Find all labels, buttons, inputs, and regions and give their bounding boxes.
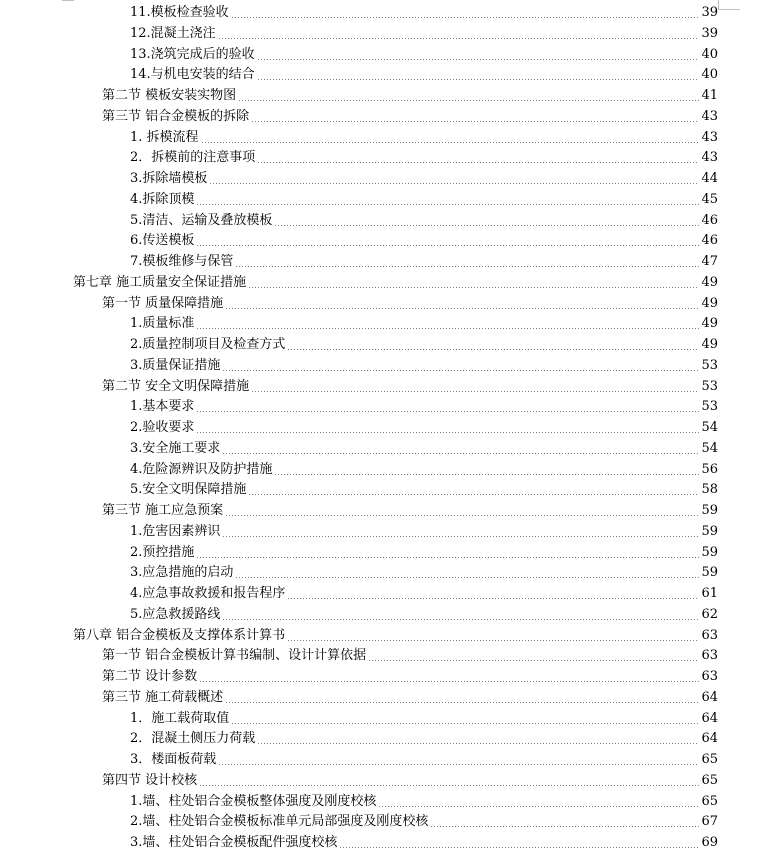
toc-entry-page-number: 44 [701,171,718,186]
toc-entry[interactable] [130,812,718,832]
toc-dot-leader [235,577,699,578]
toc-entry-label: 3.拆除墙模板 [130,171,208,186]
toc-entry-label: 第一节 铝合金模板计算书编制、设计计算依据 [102,648,367,664]
toc-entry[interactable] [130,397,718,417]
toc-entry-page-number: 65 [701,772,718,788]
toc-entry-label: 2．混凝土侧压力荷载 [130,731,256,747]
toc-entry-label: 1. 拆模流程 [130,129,199,145]
toc-entry-label: 4.危险源辨识及防护措施 [130,461,273,477]
toc-entry-label: 第三节 施工荷载概述 [102,689,224,705]
toc-entry[interactable] [102,377,718,397]
toc-entry-page-number: 40 [701,67,718,83]
toc-dot-leader [222,536,699,537]
toc-entry[interactable] [130,750,718,770]
toc-entry-label: 1.墙、柱处铝合金模板整体强度及刚度校核 [130,793,377,809]
toc-entry-page-number: 54 [701,440,718,456]
toc-entry-label: 2.墙、柱处铝合金模板标准单元局部强度及刚度校核 [130,814,429,830]
toc-entry-label: 5.应急救援路线 [130,606,221,622]
toc-dot-leader [274,474,699,475]
toc-dot-leader [251,121,699,122]
toc-entry[interactable] [130,356,718,376]
toc-entry-page-number: 69 [701,835,718,850]
toc-dot-leader [257,59,700,60]
toc-entry-label: 1．施工载荷取值 [130,710,230,726]
toc-entry-label: 3.质量保证措施 [130,357,221,373]
toc-entry-label: 11.模板检查验收 [130,5,229,20]
toc-entry[interactable] [130,480,718,500]
toc-entry-page-number: 39 [701,5,718,20]
toc-entry-page-number: 63 [701,627,718,643]
toc-entry-page-number: 43 [701,108,718,124]
toc-entry-label: 2.质量控制项目及检查方式 [130,337,286,352]
toc-dot-leader [222,370,699,371]
toc-entry-label: 7.模板维修与保管 [130,254,234,269]
toc-entry-label: 3.应急措施的启动 [130,565,234,581]
toc-entry-label: 第二节 模板安装实物图 [102,88,237,103]
toc-dot-leader [287,598,699,599]
toc-entry-label: 1.质量标准 [130,316,195,332]
toc-entry-page-number: 39 [701,25,718,41]
toc-entry-label: 2.验收要求 [130,420,195,435]
toc-entry[interactable] [102,771,718,791]
toc-entry[interactable] [130,563,718,583]
toc-entry[interactable] [130,128,718,148]
toc-dot-leader [199,785,699,786]
toc-entry-page-number: 40 [701,46,718,62]
toc-entry[interactable] [130,190,718,210]
toc-entry[interactable] [130,169,718,189]
toc-dot-leader [274,225,699,226]
toc-entry-page-number: 45 [701,191,718,207]
toc-dot-leader [235,266,699,267]
toc-dot-leader [287,349,699,350]
toc-entry-label: 5.清洁、运输及叠放模板 [130,212,273,228]
toc-entry[interactable] [102,86,718,106]
toc-entry[interactable] [130,522,718,542]
toc-entry[interactable] [73,626,718,646]
crop-mark-top-right-horizontal [718,9,740,11]
toc-dot-leader [231,723,699,724]
toc-entry-page-number: 67 [701,814,718,830]
toc-entry[interactable] [130,45,718,65]
toc-dot-leader [196,204,699,205]
toc-entry-page-number: 53 [701,357,718,373]
toc-entry[interactable] [130,833,718,853]
toc-dot-leader [196,411,699,412]
toc-entry-page-number: 63 [701,669,718,684]
toc-entry-page-number: 59 [701,544,718,560]
toc-entry-page-number: 61 [701,586,718,601]
toc-entry-page-number: 59 [701,523,718,539]
toc-dot-leader [339,847,699,848]
toc-dot-leader [196,557,699,558]
toc-dot-leader [218,764,699,765]
toc-entry-page-number: 56 [701,461,718,477]
toc-entry[interactable] [130,252,718,272]
toc-entry-label: 13.浇筑完成后的验收 [130,46,255,62]
toc-entry-label: 第二节 安全文明保障措施 [102,378,250,394]
toc-entry-label: 第三节 施工应急预案 [102,503,224,518]
toc-entry[interactable] [102,688,718,708]
toc-entry[interactable] [130,729,718,749]
toc-entry-label: 3.安全施工要求 [130,440,221,456]
toc-dot-leader [225,515,699,516]
toc-entry-label: 14.与机电安装的结合 [130,67,255,83]
toc-dot-leader [196,245,699,246]
toc-entry-label: 4.应急事故救援和报告程序 [130,586,286,601]
toc-entry-page-number: 62 [701,606,718,622]
toc-entry-label: 2.预控措施 [130,544,195,560]
toc-entry-page-number: 53 [701,399,718,415]
crop-mark-top-left [62,0,74,2]
toc-entry-page-number: 64 [701,689,718,705]
toc-entry[interactable] [130,605,718,625]
toc-entry-label: 第二节 设计参数 [102,669,198,684]
toc-entry-label: 3.墙、柱处铝合金模板配件强度校核 [130,835,338,850]
toc-dot-leader [222,453,699,454]
toc-entry[interactable] [130,65,718,85]
toc-dot-leader [257,162,699,163]
toc-entry[interactable] [130,148,718,168]
toc-dot-leader [201,142,700,143]
toc-entry-label: 第八章 铝合金模板及支撑体系计算书 [73,627,286,643]
toc-entry[interactable] [102,501,718,521]
toc-entry-page-number: 41 [701,88,718,103]
toc-dot-leader [225,702,699,703]
toc-entry-page-number: 64 [701,710,718,726]
toc-entry-page-number: 58 [701,482,718,498]
toc-entry-page-number: 49 [701,295,718,311]
toc-entry-page-number: 54 [701,420,718,435]
toc-dot-leader [238,100,699,101]
toc-entry-page-number: 43 [701,129,718,145]
toc-entry-label: 第一节 质量保障措施 [102,295,224,311]
toc-entry-page-number: 59 [701,503,718,518]
toc-dot-leader [257,79,700,80]
toc-entry[interactable] [130,24,718,44]
toc-entry-page-number: 46 [701,233,718,249]
toc-entry[interactable] [130,543,718,563]
toc-entry-label: 第四节 设计校核 [102,772,198,788]
toc-entry-label: 5.安全文明保障措施 [130,482,247,498]
toc-dot-leader [248,287,699,288]
toc-entry-page-number: 46 [701,212,718,228]
toc-entry[interactable] [130,439,718,459]
toc-entry-label: 3．楼面板荷载 [130,752,217,767]
toc-dot-leader [222,619,699,620]
toc-entry-label: 1.危害因素辨识 [130,523,221,539]
toc-dot-leader [248,494,699,495]
toc-entry[interactable] [73,273,718,293]
toc-dot-leader [196,328,699,329]
toc-entry-page-number: 59 [701,565,718,581]
toc-dot-leader [231,17,700,18]
toc-entry-page-number: 65 [701,752,718,767]
toc-dot-leader [209,183,699,184]
toc-entry[interactable] [130,335,718,355]
toc-dot-leader [378,806,699,807]
toc-entry[interactable] [102,107,718,127]
toc-entry[interactable] [102,646,718,666]
toc-entry-label: 第三节 铝合金模板的拆除 [102,108,250,124]
toc-entry-page-number: 49 [701,316,718,332]
toc-entry[interactable] [130,3,718,23]
toc-dot-leader [257,743,699,744]
toc-entry-page-number: 53 [701,378,718,394]
toc-entry-label: 6.传送模板 [130,233,195,249]
toc-entry-page-number: 49 [701,274,718,290]
toc-dot-leader [225,308,699,309]
toc-entry-label: 第七章 施工质量安全保证措施 [73,274,247,290]
toc-entry[interactable] [130,709,718,729]
toc-entry-label: 1.基本要求 [130,399,195,415]
toc-dot-leader [368,660,699,661]
toc-entry[interactable] [102,294,718,314]
toc-entry[interactable] [102,667,718,687]
toc-entry-label: 12.混凝土浇注 [130,25,216,41]
toc-entry[interactable] [130,418,718,438]
toc-entry-page-number: 64 [701,731,718,747]
toc-entry-label: 4.拆除顶模 [130,191,195,207]
toc-dot-leader [196,432,699,433]
toc-entry-page-number: 47 [701,254,718,269]
toc-dot-leader [199,681,699,682]
toc-entry[interactable] [130,314,718,334]
toc-dot-leader [218,38,700,39]
toc-entry[interactable] [130,211,718,231]
toc-entry[interactable] [130,460,718,480]
toc-dot-leader [287,640,699,641]
toc-entry-label: 2．拆模前的注意事项 [130,150,256,166]
toc-entry[interactable] [130,231,718,251]
toc-entry-page-number: 49 [701,337,718,352]
toc-dot-leader [430,826,699,827]
toc-entry-page-number: 65 [701,793,718,809]
toc-entry-page-number: 63 [701,648,718,664]
toc-dot-leader [251,391,699,392]
toc-entry[interactable] [130,584,718,604]
toc-entry-page-number: 43 [701,150,718,166]
toc-entry[interactable] [130,792,718,812]
